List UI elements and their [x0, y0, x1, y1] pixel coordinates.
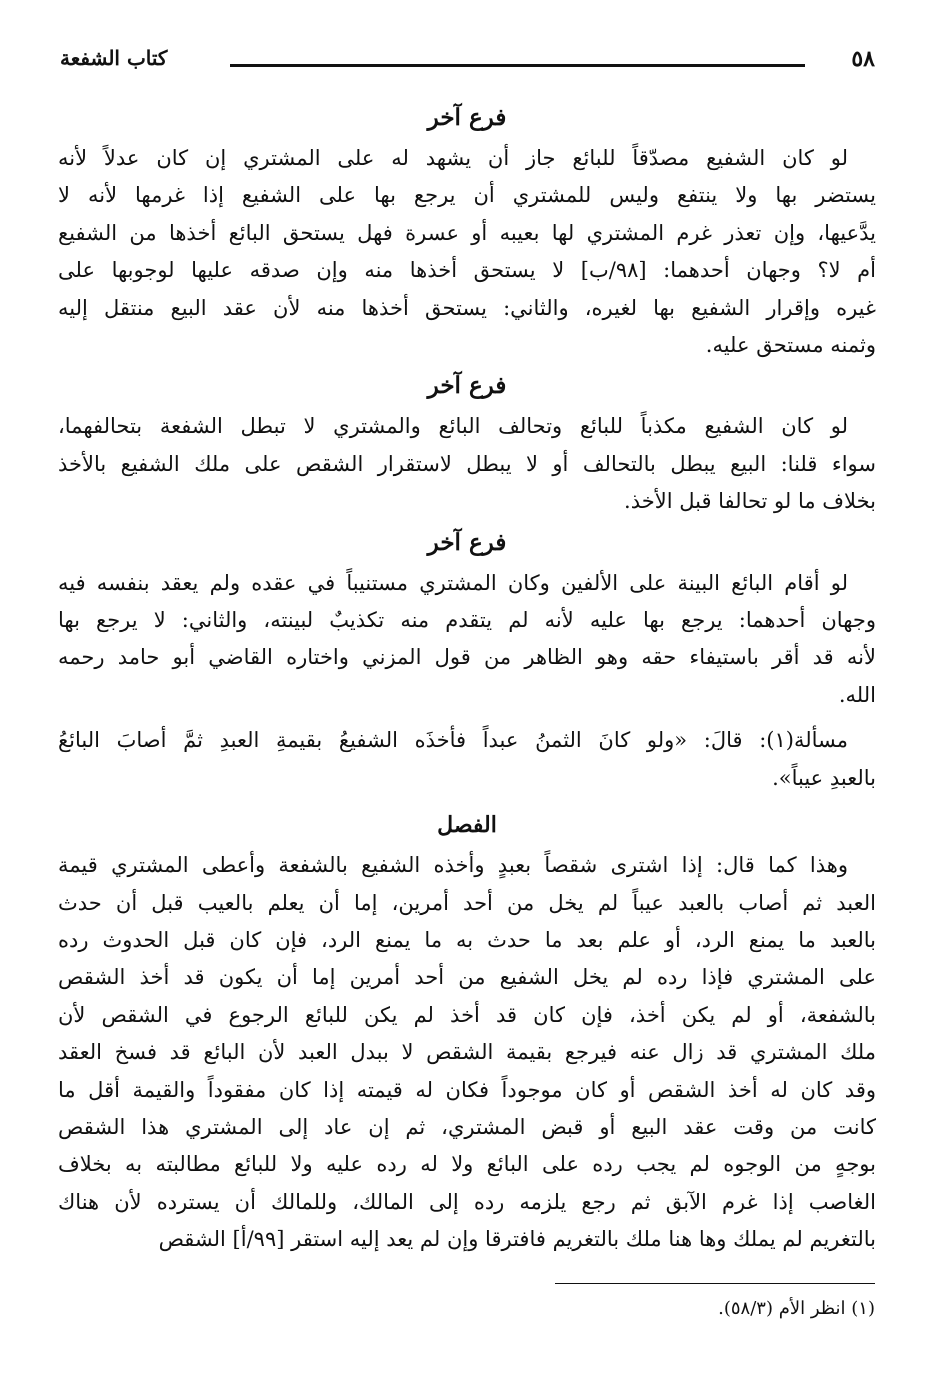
text-line: على المشتري فإذا رده لم يخل الشفيع من أحد أمرين إما أن يكون قد أخذ الشقص	[58, 965, 876, 990]
text-line: وقد كان له أخذ الشقص أو كان موجوداً فكان له قيمته إذا كان مفقوداً والقيمة أقل ما	[58, 1077, 876, 1102]
section-heading: فرع آخر	[427, 104, 507, 131]
book-title: كتاب الشفعة	[60, 46, 168, 70]
text-line: كانت من وقت عقد البيع أو قبض المشتري، ثم إن عاد إلى المشتري هذا الشقص	[58, 1114, 876, 1139]
section-paragraph	[58, 722, 876, 797]
text-line: بالعبد ما يمنع الرد، أو علم بعد ما حدث به ما يمنع الرد، فإن كان قبل الحدوث رده	[58, 927, 876, 952]
page-header	[60, 44, 875, 84]
section-paragraph	[58, 847, 876, 1258]
header-rule	[230, 64, 805, 67]
text-line: لأنه قد أقر باستيفاء حقه وهو الظاهر من قول المزني واختاره القاضي أبو حامد رحمه	[58, 645, 876, 670]
section-paragraph	[58, 140, 876, 364]
section-heading: الفصل	[437, 812, 497, 839]
text-line: بالشفعة، أو لم يكن أخذ، فإن كان قد أخذ لم يكن للبائع الرجوع في الشقص لأن	[58, 1002, 876, 1027]
text-line: سواء قلنا: البيع يبطل بالتحالف أو لا يبطل لاستقرار الشقص على ملك الشفيع بالأخذ	[58, 451, 876, 476]
text-line: لو كان الشفيع مكذباً للبائع وتحالف البائع والمشتري لا تبطل الشفعة بتحالفهما،	[58, 414, 848, 439]
text-line: بوجهٍ من الوجوه لم يجب رده على البائع ولا له رده عليه ولا للبائع مطالبته به بخلاف	[58, 1152, 876, 1177]
text-line: غيره وإقرار الشفيع بها لغيره، والثاني: يستحق أخذها منه لأن عقد البيع منتقل إليه	[58, 295, 876, 320]
footnote-rule	[555, 1283, 875, 1284]
page-body	[58, 96, 876, 1259]
page-number: ٥٨	[851, 46, 875, 72]
text-line: وثمنه مستحق عليه.	[705, 333, 876, 358]
text-line: يدَّعيها، وإن تعذر غرم المشتري لها بعيبه أو عسرة فهل يستحق البائع أخذها من الشفيع	[58, 220, 876, 245]
section-paragraph	[58, 408, 876, 520]
text-line: الله.	[838, 682, 876, 707]
text-line: العبد ثم أصاب بالعبد عيباً لم يخل من أحد أمرين، إما أن يعلم بالعيب قبل أن حدث	[58, 890, 876, 915]
section-paragraph	[58, 565, 876, 715]
text-line: أم لا؟ وجهان أحدهما: [٩٨/ب] لا يستحق أخذها منه وإن صدقه عليها لوجوبها على	[58, 258, 876, 283]
text-line: يستضر بها ولا ينتفع وليس للمشتري أن يرجع بها على الشفيع إذا غرمها لأنه لا	[58, 183, 876, 208]
text-line: لو أقام البائع البينة على الألفين وكان المشتري مستنيباً في عقده ولم يعقد بنفسه فيه	[58, 570, 848, 595]
text-line: لو كان الشفيع مصدّقاً للبائع جاز أن يشهد له على المشتري إن كان عدلاً لأنه	[58, 146, 848, 170]
text-line: وجهان أحدهما: يرجع بها عليه لأنه لم يتقدم منه تكذيبٌ لبينته، والثاني: لا يرجع بها	[58, 608, 876, 633]
footnote: (١) انظر الأم (٥٨/٣).	[718, 1298, 875, 1319]
section-heading: فرع آخر	[427, 528, 507, 556]
text-line: مسألة(١): قالَ: «ولو كانَ الثمنُ عبداً فأخذَه الشفيعُ بقيمةِ العبدِ ثمَّ أصابَ البائعُ	[58, 728, 848, 753]
text-line: بالعبدِ عيباً».	[772, 765, 876, 790]
section-heading: فرع آخر	[427, 372, 507, 400]
text-line: بخلاف ما لو تحالفا قبل الأخذ.	[624, 489, 876, 514]
text-line: وهذا كما قال: إذا اشترى شقصاً بعبدٍ وأخذه الشفيع بالشفعة وأعطى المشتري قيمة	[58, 853, 848, 878]
text-line: الغاصب إذا غرم الآبق ثم رجع يلزمه رده إلى المالك، وللمالك أن يسترده لأن هناك	[58, 1189, 876, 1214]
text-line: بالتغريم لم يملك وها هنا ملك بالتغريم فافترقا وإن لم يعد إليه استقر [٩٩/أ] الشقص	[158, 1227, 876, 1252]
text-line: ملك المشتري قد زال عنه فيرجع بقيمة الشقص لا ببدل العبد لأن البائع قد فسخ العقد	[58, 1040, 876, 1065]
